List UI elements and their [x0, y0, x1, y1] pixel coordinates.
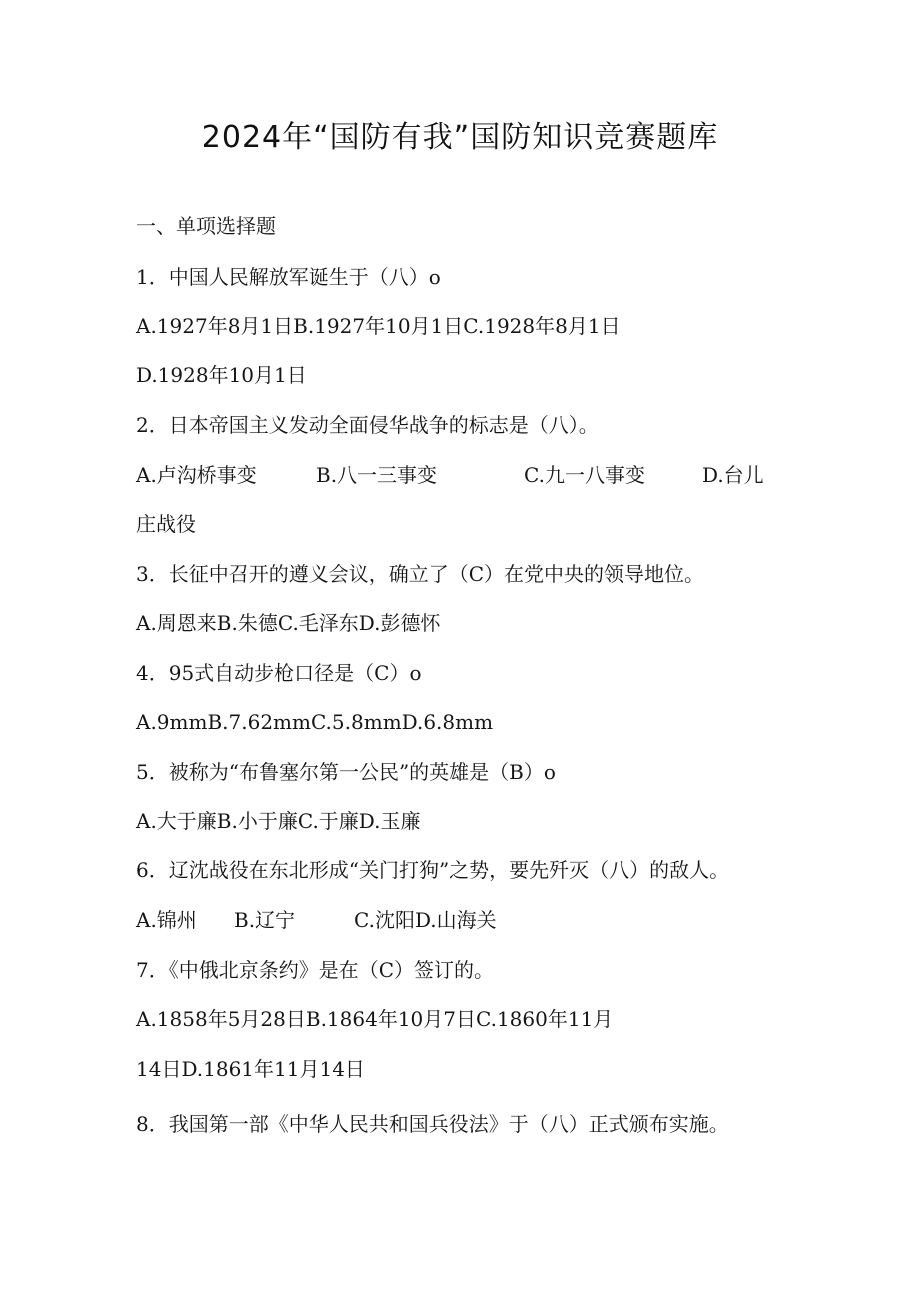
- question-1: 1．中国人民解放军诞生于（八）o: [136, 265, 441, 289]
- question-2-options-continued: 庄战役: [136, 512, 196, 536]
- section-heading: 一、单项选择题: [136, 214, 276, 238]
- question-3: 3．长征中召开的遵义会议，确立了（C）在党中央的领导地位。: [136, 562, 705, 586]
- question-5-options: A.大于廉B.小于廉C.于廉D.玉廉: [136, 809, 421, 833]
- question-1-options-line-2: D.1928年10月1日: [136, 363, 307, 387]
- question-2: 2．日本帝国主义发动全面侵华战争的标志是（八）。: [136, 413, 599, 437]
- question-7-options-line-1: A.1858年5月28日B.1864年10月7日C.1860年11月: [136, 1007, 614, 1031]
- question-6-options: [136, 907, 796, 933]
- question-6-option-b: B.辽宁: [234, 908, 296, 932]
- question-6-option-c-d: C.沈阳D.山海关: [354, 908, 497, 932]
- question-8: 8．我国第一部《中华人民共和国兵役法》于（八）正式颁布实施。: [136, 1112, 729, 1136]
- document-title: 2024年“国防有我”国防知识竞赛题库: [201, 120, 719, 155]
- question-4: 4．95式自动步枪口径是（C）o: [136, 661, 422, 685]
- question-4-options: A.9mmB.7.62mmC.5.8mmD.6.8mm: [136, 710, 494, 734]
- question-2-option-c: C.九一八事变: [524, 463, 645, 487]
- question-2-options: [136, 462, 796, 488]
- question-5: 5．被称为“布鲁塞尔第一公民”的英雄是（B）o: [136, 760, 556, 784]
- question-6-option-a: A.锦州: [136, 908, 197, 932]
- question-6: 6．辽沈战役在东北形成“关门打狗”之势，要先歼灭（八）的敌人。: [136, 858, 730, 882]
- question-3-options: A.周恩来B.朱德C.毛泽东D.彭德怀: [136, 611, 441, 635]
- question-1-options-line-1: A.1927年8月1日B.1927年10月1日C.1928年8月1日: [136, 314, 621, 338]
- question-2-option-b: B.八一三事变: [316, 463, 438, 487]
- question-2-option-d: D.台儿: [702, 463, 764, 487]
- question-2-option-a: A.卢沟桥事变: [136, 463, 257, 487]
- question-7-options-line-2: 14日D.1861年11月14日: [136, 1057, 365, 1081]
- question-7: 7．《中俄北京条约》是在（C）签订的。: [136, 958, 495, 982]
